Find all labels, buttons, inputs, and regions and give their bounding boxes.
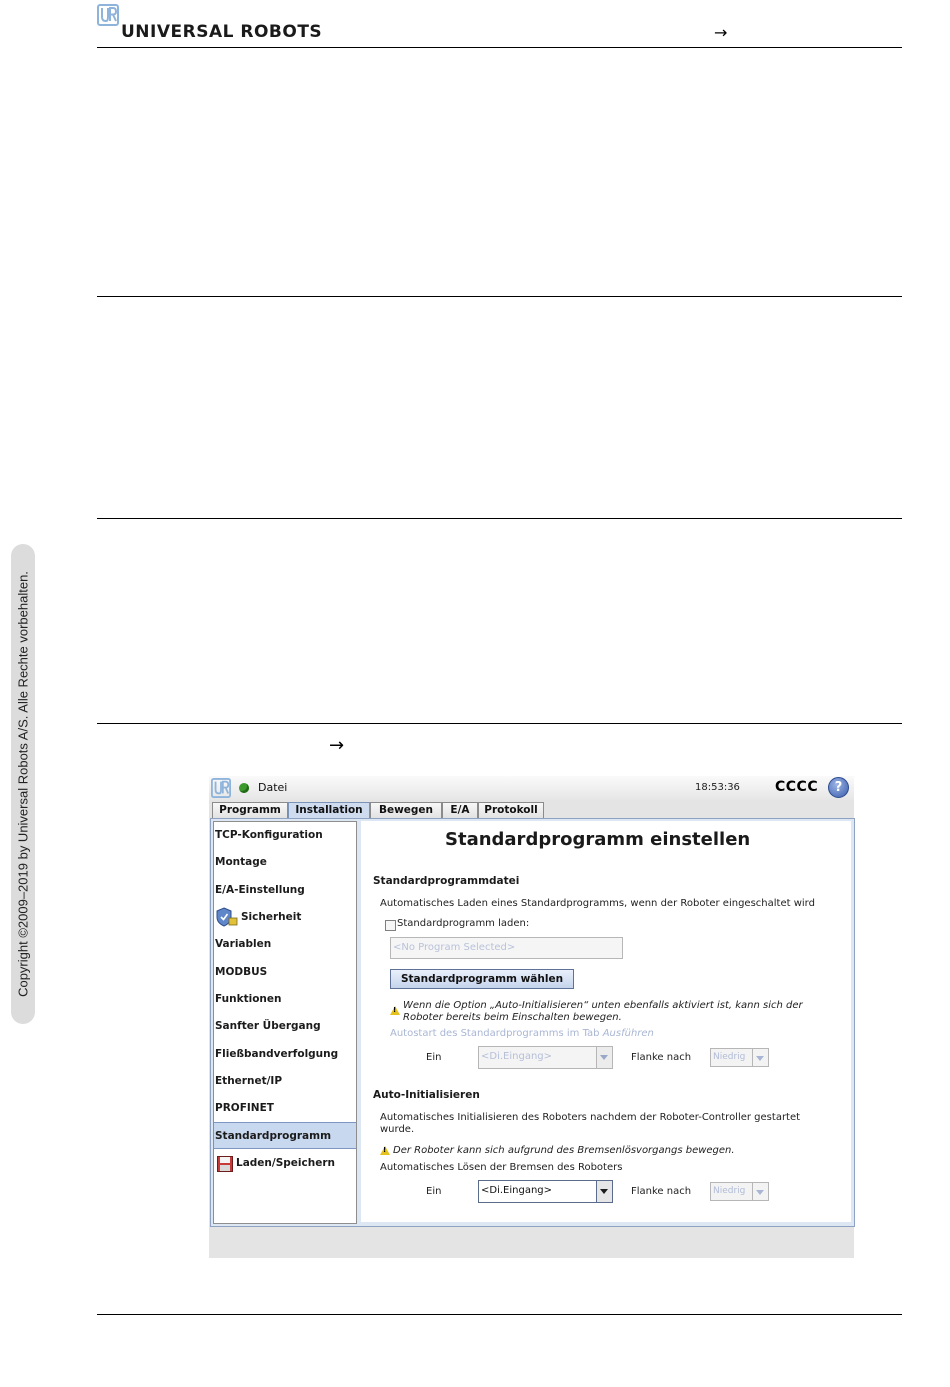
auto-init-input-select[interactable] — [478, 1180, 613, 1203]
autostart-input-label: Ein — [426, 1052, 442, 1063]
chevron-down-icon — [752, 1183, 768, 1200]
tab-bewegen[interactable]: Bewegen — [370, 802, 442, 818]
autostart-edge-label: Flanke nach — [631, 1052, 692, 1063]
sidebar-item-default-program[interactable]: Standardprogramm — [214, 1122, 356, 1149]
help-icon[interactable]: ? — [828, 777, 849, 798]
clock: 18:53:36 — [695, 782, 740, 793]
arrow-icon: → — [329, 735, 345, 756]
sidebar-item-load-save[interactable] — [214, 1150, 356, 1177]
tab-ea[interactable]: E/A — [442, 802, 478, 818]
sidebar-item-ethernet-ip[interactable]: Ethernet/IP — [215, 1075, 283, 1087]
save-disk-icon — [217, 1156, 233, 1172]
warning-text-line1: Wenn die Option „Auto-Initialisieren“ unten ebenfalls aktiviert ist, kann sich der — [403, 1000, 803, 1011]
auto-init-description-line2: wurde. — [380, 1124, 415, 1135]
divider — [97, 47, 902, 48]
auto-init-input-value: <Di.Eingang> — [481, 1185, 553, 1196]
autostart-edge-value: Niedrig — [713, 1052, 746, 1062]
sidebar-item-label: Laden/Speichern — [236, 1157, 335, 1169]
autostart-label — [390, 1028, 654, 1039]
robot-name: CCCC — [775, 779, 819, 795]
program-path-field[interactable]: <No Program Selected> — [390, 937, 623, 959]
auto-init-edge-select[interactable] — [710, 1182, 769, 1201]
tab-installation[interactable]: Installation — [288, 802, 370, 818]
header-arrow-icon: → — [714, 23, 728, 42]
sidebar-item-profinet[interactable]: PROFINET — [215, 1102, 274, 1114]
autostart-input-select[interactable] — [478, 1046, 613, 1069]
load-default-label: Standardprogramm laden: — [397, 918, 530, 929]
installation-panel — [210, 818, 855, 1227]
autostart-label-tab: Ausführen — [602, 1028, 654, 1039]
section-title-auto-init: Auto-Initialisieren — [373, 1089, 480, 1101]
divider — [97, 296, 902, 297]
warning-icon — [380, 1146, 390, 1155]
top-bar — [209, 776, 854, 800]
sidebar-item-tcp[interactable]: TCP-Konfiguration — [215, 829, 323, 841]
autostart-edge-select[interactable] — [710, 1048, 769, 1067]
auto-init-input-label: Ein — [426, 1186, 442, 1197]
default-program-content — [361, 821, 851, 1222]
section-title-default-file: Standardprogrammdatei — [373, 875, 520, 887]
divider — [97, 518, 902, 519]
chevron-down-icon — [596, 1047, 612, 1068]
safety-shield-icon — [216, 907, 238, 927]
sidebar-item-conveyor-tracking[interactable]: Fließbandverfolgung — [215, 1048, 339, 1060]
sidebar-item-smooth-transition[interactable]: Sanfter Übergang — [215, 1020, 321, 1032]
brand-name: UNIVERSAL ROBOTS — [121, 22, 323, 42]
sidebar-item-features[interactable]: Funktionen — [215, 993, 282, 1005]
file-menu[interactable]: Datei — [258, 781, 288, 794]
load-default-checkbox[interactable] — [385, 920, 396, 931]
warning-icon — [390, 1006, 400, 1015]
sidebar-item-variables[interactable]: Variablen — [215, 938, 272, 950]
installation-sidebar — [213, 821, 357, 1224]
choose-default-program-button[interactable]: Standardprogramm wählen — [390, 969, 574, 989]
ur-logo-icon[interactable] — [211, 778, 231, 798]
auto-init-edge-label: Flanke nach — [631, 1186, 692, 1197]
auto-init-description-line1: Automatisches Initialisieren des Roboters nachdem der Roboter-Controller gestartet — [380, 1112, 801, 1123]
brake-release-label: Automatisches Lösen der Bremsen des Roboters — [380, 1162, 623, 1173]
divider — [97, 1314, 902, 1315]
page-title: Standardprogramm einstellen — [445, 829, 751, 850]
chevron-down-icon — [752, 1049, 768, 1066]
default-file-description: Automatisches Laden eines Standardprogramms, wenn der Roboter eingeschaltet wird — [380, 898, 815, 909]
chevron-down-icon — [596, 1181, 612, 1202]
auto-init-edge-value: Niedrig — [713, 1186, 746, 1196]
sidebar-item-montage[interactable]: Montage — [215, 856, 267, 868]
sidebar-item-safety[interactable] — [214, 904, 356, 931]
sidebar-item-label: Sicherheit — [241, 911, 302, 923]
sidebar-item-modbus[interactable]: MODBUS — [215, 966, 268, 978]
sidebar-item-io-setup[interactable]: E/A-Einstellung — [215, 884, 305, 896]
divider — [97, 723, 902, 724]
polyscope-screenshot — [209, 776, 854, 1258]
copyright-text: Copyright ©2009–2019 by Universal Robots A/S. Alle Rechte vorbehalten. — [15, 571, 31, 997]
copyright-tab — [11, 544, 35, 1024]
tab-programm[interactable]: Programm — [212, 802, 288, 818]
warning-text-line2: Roboter bereits beim Einschalten bewegen. — [403, 1012, 622, 1023]
autostart-label-prefix: Autostart des Standardprogramms im Tab — [390, 1028, 600, 1039]
auto-init-warning: Der Roboter kann sich aufgrund des Bremsenlösvorgangs bewegen. — [393, 1145, 735, 1156]
universal-robots-logo-icon — [97, 4, 119, 26]
autostart-input-value: <Di.Eingang> — [481, 1051, 553, 1062]
tab-protokoll[interactable]: Protokoll — [478, 802, 544, 818]
status-ok-icon — [239, 783, 249, 793]
